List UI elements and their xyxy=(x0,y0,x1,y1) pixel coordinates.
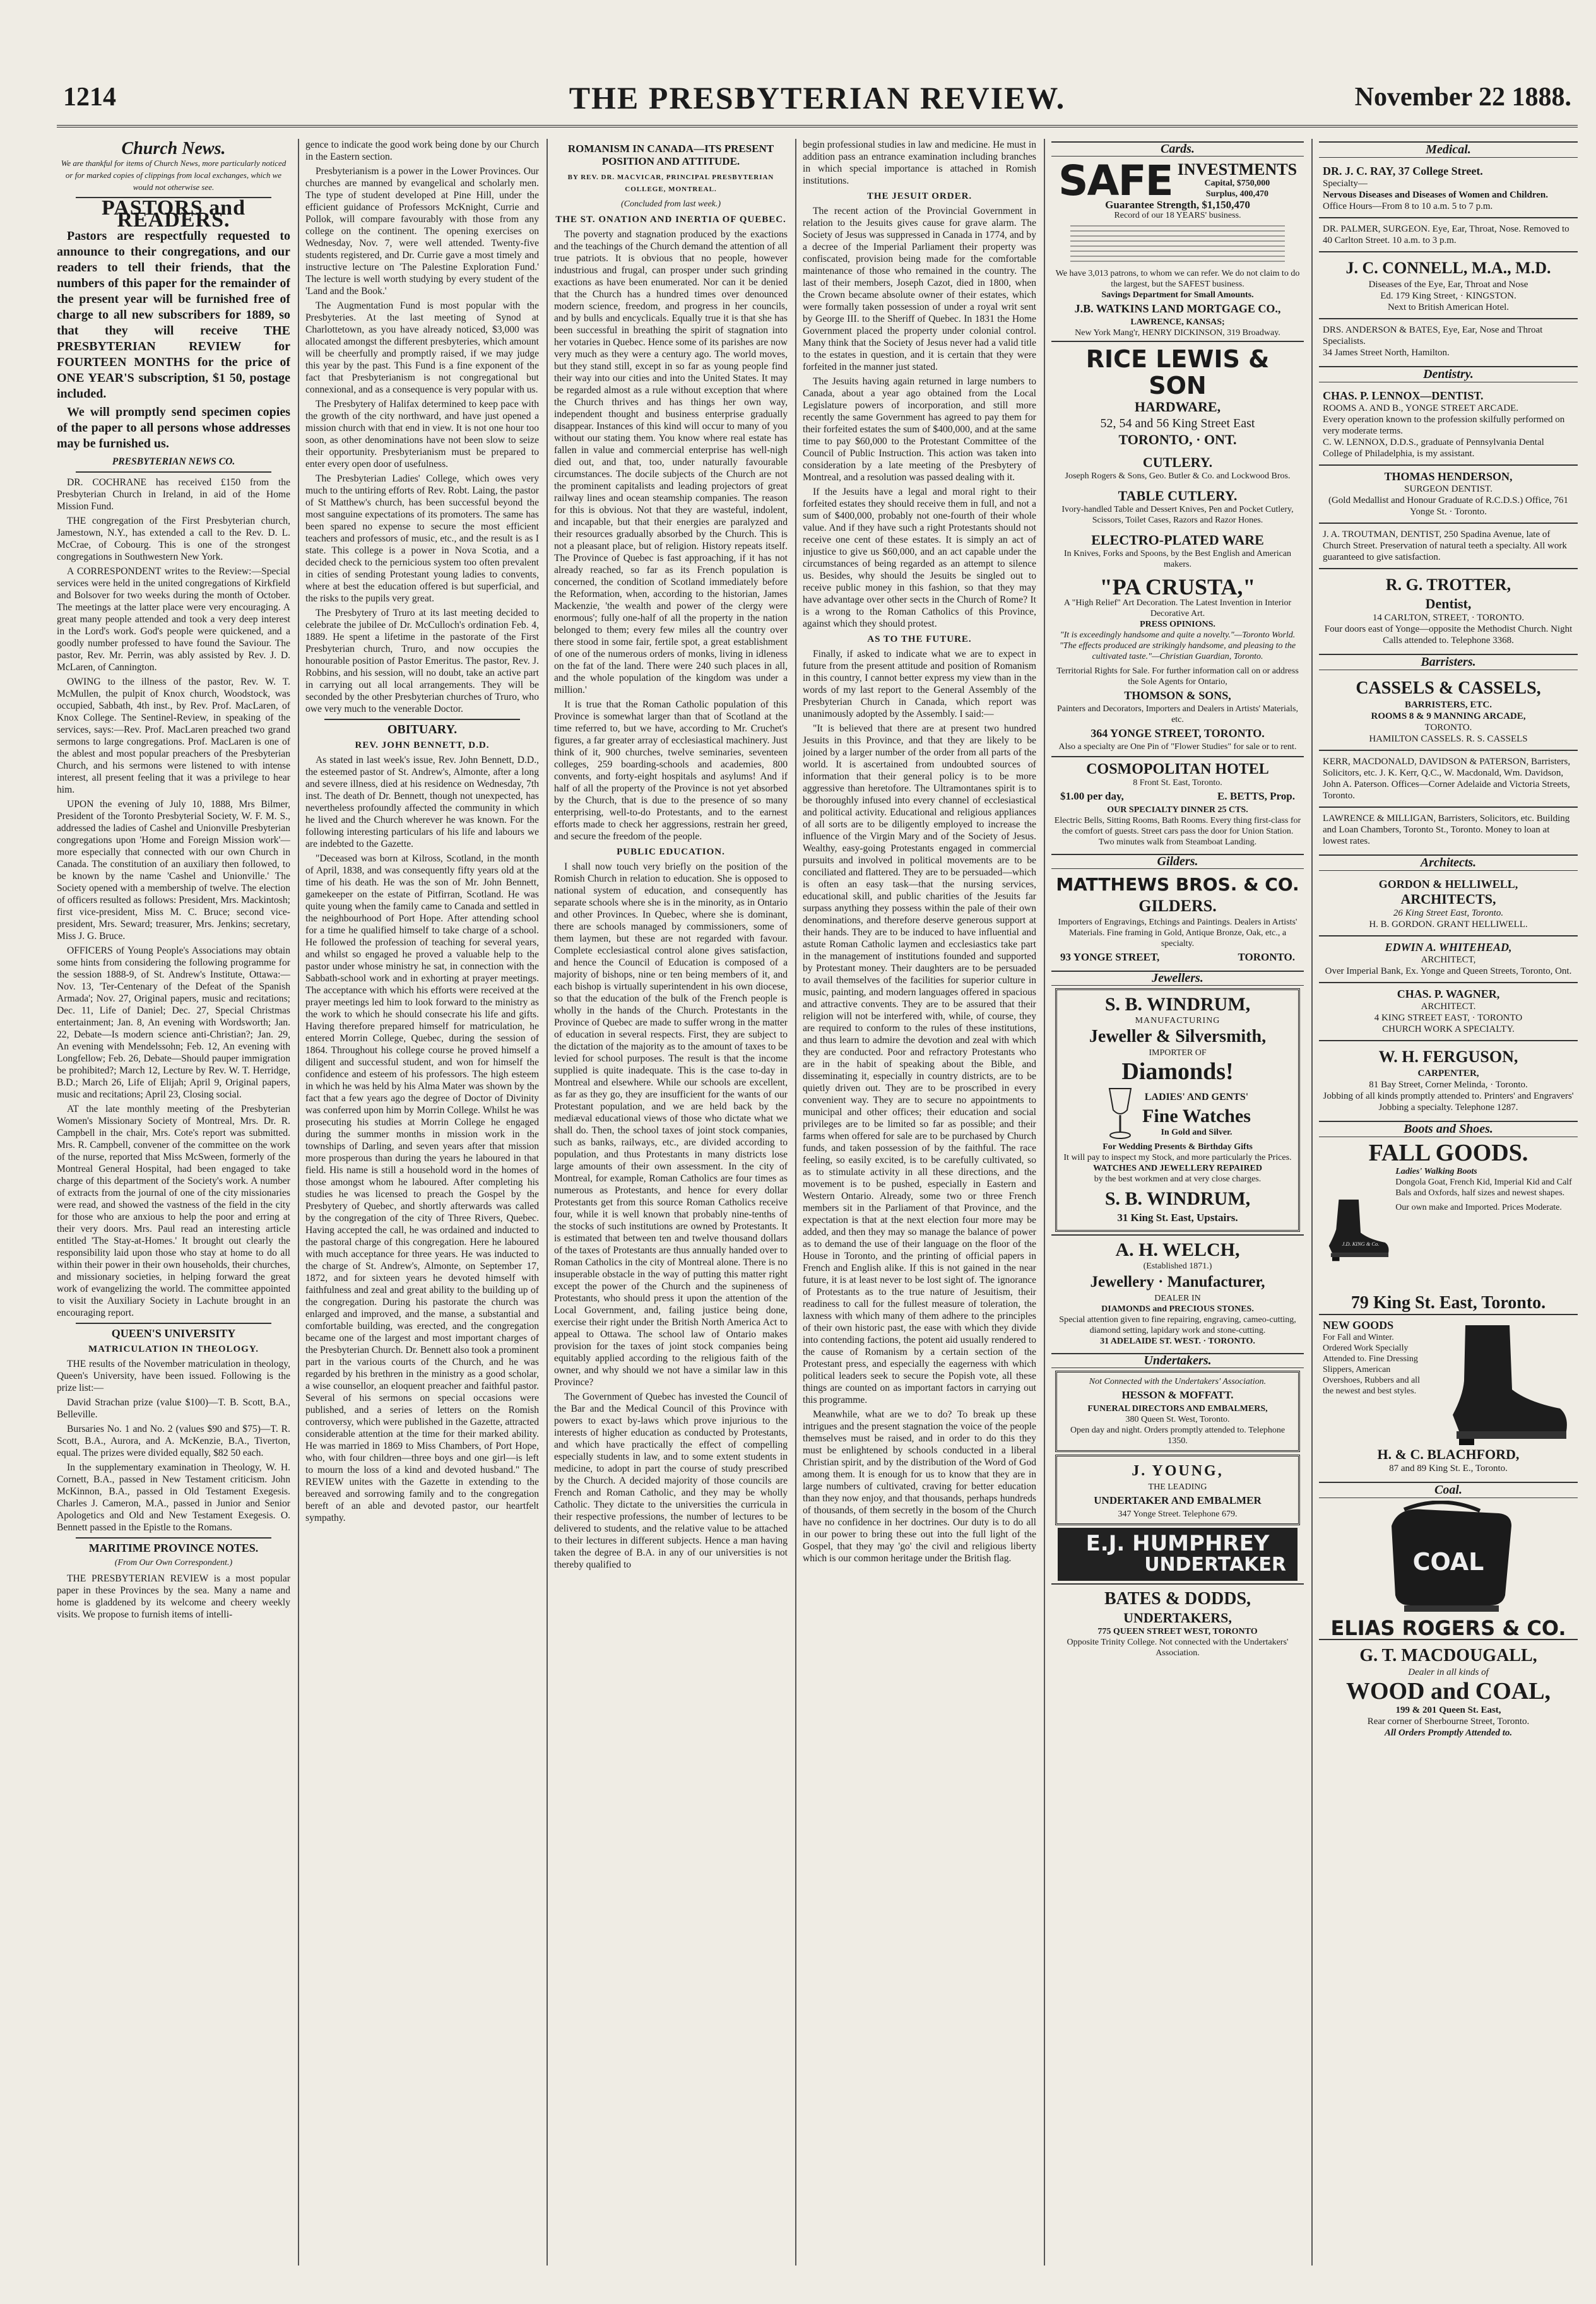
ad-title: G. T. MACDOUGALL, xyxy=(1359,1646,1537,1665)
card-text: H. B. GORDON. GRANT HELLIWELL. xyxy=(1369,919,1528,930)
ad-text: 87 and 89 King St. E., Toronto. xyxy=(1389,1463,1508,1474)
divider xyxy=(76,471,271,473)
card-text: CARPENTER, xyxy=(1417,1068,1479,1078)
professional-card xyxy=(1319,806,1578,852)
ad-text: 380 Queen St. West, Toronto. xyxy=(1125,1415,1230,1424)
news-item: OWING to the illness of the pastor, Rev. W. T. McMullen, the pulpit of Knox church, Woodstock, was occupied, Sabbath, 4th inst., by Rev. Prof. MacLaren, of Knox College. The Sentinel-Review, in speaking of the services, says:—Rev. Prof. MacLaren preached two grand sermons to large congregations. Prof. MacLaren is one of the ablest and most popular preachers of the Presbyterian Church, and his sermons were listened to with intense interest, all present feeling that it was a privilege to hear him. xyxy=(57,676,290,795)
news-item: In the supplementary examination in Theology, W. H. Cornett, B.A., passed in New Testament criticism. John McKinnon, B.A., passed in Old Testament Exegesis. Charles J. Cameron, M.A., passed in Junior and Senior Apologetics and Old and New Testament Exegesis. O. Bennett passed in the Epistle to the Romans. xyxy=(57,1462,290,1533)
ad-text: LAWRENCE, KANSAS; xyxy=(1130,317,1225,327)
medical-heading: Medical. xyxy=(1319,141,1578,158)
article-paragraph: Finally, if asked to indicate what we are to expect in future from the present attitude and position of Romanism in this country, I cannot better express my view than in the words of my last report to the General Assembly of the Presbyterian Church in Canada, which report was unanimously adopted by the Assembly. I said:— xyxy=(803,649,1036,719)
ad-text: 199 & 201 Queen St. East, xyxy=(1395,1705,1501,1715)
news-item: THE congregation of the First Presbyterian church, Jamestown, N.Y., has extended a call to the Rev. D. L. McCrae, of Cobourg. This is one of the strongest congregations in Southwestern New York. xyxy=(57,516,290,562)
ad-text: Jewellery · Manufacturer, xyxy=(1090,1273,1265,1291)
ad-text: Guarantee Strength, $1,150,470 xyxy=(1105,199,1250,211)
ad-text: DIAMONDS and PRECIOUS STONES. xyxy=(1101,1304,1254,1314)
shoe-icon xyxy=(1428,1320,1573,1446)
king-boots-ad xyxy=(1319,1140,1578,1314)
news-item: DR. COCHRANE has received £150 from the Presbyterian Church in Ireland, in aid of the Home Mission Fund. xyxy=(57,477,290,512)
ad-text: TABLE CUTLERY. xyxy=(1118,488,1238,504)
newspaper-title: THE PRESBYTERIAN REVIEW. xyxy=(569,80,1066,115)
card-title: DR. J. C. RAY, 37 College Street. xyxy=(1323,165,1483,177)
ad-title: MATTHEWS BROS. & CO. xyxy=(1056,874,1299,895)
ad-text: THE LEADING xyxy=(1148,1482,1207,1492)
article-heading: ROMANISM IN CANADA—ITS PRESENT POSITION AND ATTITUDE. xyxy=(567,143,774,167)
ad-text: A "High Relief" Art Decoration. The Latest Invention in Interior Decorative Art. xyxy=(1063,598,1292,618)
dentistry-heading: Dentistry. xyxy=(1319,366,1578,382)
ad-text: Surplus, 400,470 xyxy=(1205,189,1268,199)
ad-title: "PA CRUSTA," xyxy=(1099,574,1256,600)
ad-text: J.B. WATKINS LAND MORTGAGE CO., xyxy=(1074,302,1281,315)
card-text: SURGEON DENTIST. xyxy=(1404,484,1493,494)
article-continuation: (Concluded from last week.) xyxy=(620,199,721,209)
ad-text: 347 Yonge Street. Telephone 679. xyxy=(1118,1509,1238,1519)
ad-text: ELECTRO-PLATED WARE xyxy=(1091,532,1264,548)
card-text: ROOMS A. AND B., YONGE STREET ARCADE. xyxy=(1323,403,1519,413)
professional-card xyxy=(1319,673,1578,750)
ad-text: UNDERTAKERS, xyxy=(1123,1610,1232,1626)
card-text: HAMILTON CASSELS. R. S. CASSELS xyxy=(1369,734,1528,744)
queens-subheading: MATRICULATION IN THEOLOGY. xyxy=(88,1344,259,1354)
card-text: CHURCH WORK A SPECIALTY. xyxy=(1382,1024,1515,1034)
ad-text: (Established 1871.) xyxy=(1143,1261,1212,1271)
ad-title: ELIAS ROGERS & CO. xyxy=(1330,1616,1566,1640)
ad-text: Capital, $750,000 xyxy=(1204,179,1270,188)
card-title: R. G. TROTTER, xyxy=(1385,576,1511,594)
coal-heading: Coal. xyxy=(1319,1482,1578,1498)
ad-text: Jeweller & Silversmith, xyxy=(1089,1027,1267,1046)
professional-card xyxy=(1319,464,1578,523)
safe-investments-ad xyxy=(1051,156,1304,341)
ad-text: TORONTO, · ONT. xyxy=(1118,432,1237,447)
professional-card xyxy=(1319,873,1578,935)
ad-text: 52, 54 and 56 King Street East xyxy=(1100,416,1255,430)
hesson-moffatt-ad xyxy=(1055,1371,1300,1452)
church-news-heading: Church News. xyxy=(121,139,226,158)
architects-heading: Architects. xyxy=(1319,854,1578,871)
pastors-heading: PASTORS and READERS. xyxy=(102,196,245,232)
divider xyxy=(76,1537,271,1539)
ad-text: Record of our 18 YEARS' business. xyxy=(1114,211,1241,220)
section-heading: THE ST. ONATION AND INERTIA OF QUEBEC. xyxy=(555,215,786,225)
ad-text: MANUFACTURING xyxy=(1135,1016,1221,1025)
ad-text: OUR SPECIALTY DINNER 25 CTS. xyxy=(1107,805,1248,815)
maritime-subheading: (From Our Own Correspondent.) xyxy=(114,1558,233,1568)
card-text: Jobbing of all kinds promptly attended to. Printers' and Engravers' Jobbing a specialty. Telephone 1287. xyxy=(1323,1091,1574,1113)
ad-text: Electric Bells, Sitting Rooms, Bath Rooms. Every thing first-class for the comfort of guests. Street cars pass the door for Union Station. Two minutes walk from Steamboat Landing. xyxy=(1054,816,1301,847)
ad-text: For Fall and Winter. Ordered Work Specially Attended to. Fine Dressing Slippers, American Overshoes, Rubbers and all the newest and best styles. xyxy=(1323,1333,1420,1396)
professional-card xyxy=(1319,982,1578,1040)
ad-text: In Knives, Forks and Spoons, by the Best English and American makers. xyxy=(1063,549,1292,569)
masthead xyxy=(57,76,1578,120)
card-text: (Gold Medallist and Honour Graduate of R.C.D.S.) Office, 761 Yonge St. · Toronto. xyxy=(1328,495,1569,517)
ad-text: 8 Front St. East, Toronto. xyxy=(1133,778,1222,788)
column-1 xyxy=(57,139,290,2266)
professional-card xyxy=(1319,217,1578,251)
professional-card xyxy=(1319,935,1578,982)
pastors-paragraph: Pastors are respectfully requested to announce to their congregations, and our readers to tell their friends, that the numbers of this paper for the remainder of the present year will be furnished free of charge to all new subscribers for 1889, so that they will receive THE PRESBYTERIAN REVIEW for FOURTEEN MONTHS for the price of ONE YEAR'S subscription, $1 50, postage included. xyxy=(57,229,290,401)
article-paragraph: The Government of Quebec has invested the Council of the Bar and the Medical Council of this Province with powers to exact by-laws which prove injurious to the interests of higher education as conducted by Protestants, and which have practically the effect of compelling especially students in law, and to some extent students in medicine, to adopt in part the course of study prescribed by the Church. A decided majority of those councils are French and Roman Catholic, and they may be wholly Catholic. They dictate to the universities the curricula in their respective professions, the number of lectures to be delivered to students, and the relative value to be attached to their lectures in different subjects. Hence a man having taken the degree of B.A. in any of our universities is not thereby qualified to xyxy=(554,1391,788,1570)
barristers-heading: Barristers. xyxy=(1319,654,1578,670)
card-title: THOMAS HENDERSON, xyxy=(1384,470,1513,483)
ad-text: THOMSON & SONS, xyxy=(1124,689,1231,702)
article-paragraph: It is true that the Roman Catholic population of this Province is somewhat larger than that of Scotland at the time referred to, but we have, according to Mr. Cruchet's figures, a far greater array of ecclesiastical machinery. Just think of it, 900 churches, twelve seminaries, seventeen colleges, 259 boarding-schools and academies, 800 convents, and forty-eight hospitals and asylums! And if half of all the property of the Province is not yet absorbed by the Church, that is due to the presence of so many enterprising, well-to-do Protestants, and to the earnest efforts made to check her aggressions, restrain her greed, and secure the freedom of the people. xyxy=(554,699,788,842)
pastors-paragraph: We will promptly send specimen copies of the paper to all persons whose addresses may be furnished us. xyxy=(57,405,290,451)
boots-shoes-heading: Boots and Shoes. xyxy=(1319,1121,1578,1137)
news-item: UPON the evening of July 10, 1888, Mrs Bilmer, President of the Toronto Presbyterial Society, W. F. M. S., addressed the ladies of Cashel and Unionville Presbyterian congregations upon 'Home and Foreign Mission work'—more especially that connected with our own Church in Canada. The constitution of an auxiliary then followed, to be known by the name 'Cashel and Unionville.' The Society opened with a membership of twelve. The election of officers resulted as follows: President, Mrs. Mackintosh; first vice-president, Miss M. C. Bruce; second vice-president, Mrs. Seward; treasurer, Mrs. Jenkins; secretary, Miss J. G. Bruce. xyxy=(57,799,290,942)
boot-label: J.D. KING & Co. xyxy=(1342,1241,1380,1248)
professional-card xyxy=(1319,385,1578,464)
ad-text: Opposite Trinity College. Not connected with the Undertakers' Association. xyxy=(1067,1638,1289,1658)
ad-text: WATCHES AND JEWELLERY REPAIRED xyxy=(1092,1164,1263,1173)
article-paragraph: The recent action of the Provincial Government in relation to the Jesuits gives cause for grave alarm. The Society of Jesus was suppressed in Canada in 1774, and by a decree of the Imperial Parliament their property was confiscated, provision being made for the comfortable maintenance of those who remained in the country. The last of their members, Joseph Cazot, died in 1800, when the Crown became absolute owner of their estates, which were formally taken possession of under a royal writ sent by George III. to the Sheriff of Quebec. In 1831 the Home Government placed the property under colonial control. Many think that the Society of Jesus never had a valid title to the estates in question, and it is certain that they were forfeited in the manner just stated. xyxy=(803,206,1036,372)
article-paragraph: "It is believed that there are at present two hundred Jesuits in this Province, and that they are likely to be joined by a larger number of the order from all parts of the world. It is ascertained from undoubted sources of information that their general policy is to be more aggressive than heretofore. The Ultramontanes spirit is to be thoroughly infused into every channel of ecclesiastical and political activity. Educational and religious appliances of all sorts are to be diligently employed to increase the influence of the Virgin Mary and of the Society of Jesus. Wealthy, easy-going Protestants engaged in commercial pursuits and involved in political movements are to be conciliated and flattered. They are to be persuaded—which is often an easy task—that the nursing services, educational skill, and public charities of the Jesuits far surpass anything they possess within the pale of their own denominations, and therefore deserve generous support at their hands. They are to be induced to have influential and astute Roman Catholic laymen and ecclesiastics take part in the management of institutions founded and supported by Protestant money. Their daughters are to be persuaded to avail themselves of the facilities for superior culture in music, painting, and modern languages offered in spacious and attractive convents. They are to be assured that their religion will not be interfered with, while, of course, they are required to conform to the rules of these institutions, and thus learn to admire the devotion and zeal with which they are conducted. Poor and refractory Protestants who are in the habit of speaking about the Bible, and disseminating it, especially in country districts, are to be quietly driven out. They are to be proscribed in every convenient way. They are to secure no appointments to municipal and other offices; their education and social privileges are to be limited so far as possible; and their farms when offered for sale are to be purchased by Church funds, and taken possession of by the faithful. The race feeling, so easily excited, is to be carefully cultivated, so as to stimulate activity in all these directions, and the movement is to be pushed, especially in Eastern and Western Ontario. Already, some two or three French members sit in the Parliament of that Province, and the expectation is that at the next election four more may be added, and then they may so manage the balance of power as to demand the use of their language on the floor of the House in Toronto, and the printing of official papers in French and English alike. If this is not gained in the near future, it is at least never to be lost sight of. The ignorance of Protestants as to the true nature of Jesuitism, their readiness to call for the fullest measure of toleration, the laxness with which many of them adhere to the principles of their own historic past, the ease with which they divide into contending factions, the potent aid usually rendered to the cause of Romanism by a certain section of the Protestant press, and especially the eagerness with which political leaders seek to secure the Popish vote, all these things are counted on as important factors in carrying out this programme. xyxy=(803,723,1036,1405)
card-text: 34 James Street North, Hamilton. xyxy=(1323,348,1450,358)
ad-text: 775 QUEEN STREET WEST, TORONTO xyxy=(1097,1627,1258,1636)
ad-text: TORONTO. xyxy=(1238,951,1295,963)
professional-card xyxy=(1319,1040,1578,1118)
divider xyxy=(76,1323,271,1324)
card-text: BARRISTERS, ETC. xyxy=(1405,700,1492,710)
card-title: CHAS. P. LENNOX—DENTIST. xyxy=(1323,389,1484,402)
section-heading: PUBLIC EDUCATION. xyxy=(617,847,725,857)
ad-text: CUTLERY. xyxy=(1142,454,1213,470)
card-text: TORONTO. xyxy=(1424,723,1472,733)
column-4 xyxy=(803,139,1036,2266)
card-title: GORDON & HELLIWELL, xyxy=(1378,878,1518,890)
church-news-note: We are thankful for items of Church News, more particularly noticed or for marked copies of clippings from local exchanges, which we would not otherwise see. xyxy=(61,158,287,192)
news-item: AT the late monthly meeting of the Presbyterian Women's Missionary Society of Montreal, Mrs. Dr. R. Campbell in the chair, Mrs. Cote's report was submitted. Mrs. R. Campbell, convener of the committee on the work of the nurse, reported that Miss McSween, formerly of the Montreal General Hospital, had been engaged to take charge of this department of the Society's work. A number of extracts from the journal of one of the city missionaries were read, and showed the vastness of the field in the city for those who are anxious to help the poor and erring at their very doors. Mrs. Paul read an interesting article entitled 'The Stay-at-Homes.' It brought out clearly the responsibility laid upon those who stay at home to do all within their power in their own households, their churches, and missionary societies, in helping forward the great work of evangelizing the world. The committee appointed to visit the Auxiliary Society in Lachute brought in an encouraging report. xyxy=(57,1104,290,1318)
card-title: CHAS. P. WAGNER, xyxy=(1397,988,1500,1000)
ad-text: 364 YONGE STREET, TORONTO. xyxy=(1091,727,1265,740)
figures-table-icon xyxy=(1064,221,1291,265)
news-item: The Augmentation Fund is most popular with the Presbyteries. At the last meeting of Synod at Charlottetown, as you have already noticed, $3,000 was allocated amongst the different presbyteries, which amount will be cheerfully and promptly raised, if we may judge this year by the past. This Fund is a fine exponent of the fact that Presbyterianism is not congregational but connexional, and as a consequence is very popular with us. xyxy=(305,300,539,395)
news-item: THE results of the November matriculation in theology, Queen's University, have been issued. Following is the prize list:— xyxy=(57,1359,290,1393)
card-text: Diseases of the Eye, Ear, Throat and Nose xyxy=(1368,280,1528,290)
news-item: The Presbytery of Halifax determined to keep pace with the growth of the city northward, and have just opened a mission church with that end in view. It is not one hour too soon, as other denominations have not been slow to seize their opportunity. Presbyterianism must be prepared to enter every open door of usefulness. xyxy=(305,399,539,470)
ad-text: Fine Watches xyxy=(1142,1105,1251,1126)
ad-title: J. YOUNG, xyxy=(1132,1463,1224,1479)
ad-text: Rear corner of Sherbourne Street, Toronto. xyxy=(1367,1716,1530,1727)
card-text: 81 Bay Street, Corner Melinda, · Toronto. xyxy=(1369,1080,1528,1090)
card-text: C. W. LENNOX, D.D.S., graduate of Pennsylvania Dental College of Philadelphia, is my assistant. xyxy=(1323,437,1544,459)
article-paragraph: I shall now touch very briefly on the position of the Romish Church in relation to education. She is opposed to national system of education, and consequently has separate schools where she is in the minority, as in Ontario and other Provinces. In Quebec, where she is dominant, there are schools managed by commissioners, some of them laymen, but these are not regarded with favour. Complete ecclesiastical control alone gives satisfaction, and hence the Council of Education is composed of a majority of bishops, nine or ten being members of it, and each bishop is virtually superintendent in his own diocese, so that the education of the bulk of the French people is wholly in the hands of the Church. Protestants in the Province of Quebec are made to suffer wrong in the matter of education in several respects. First, they are subject to the dictation of the majority as to the amount of taxes to be levied for school purposes. The result is that the income supplied is quite inadequate. This is the case to-day in Montreal and elsewhere. While our schools are excellent, as far as they go, they are insufficient for the wants of our Protestant population, and we are held back by the mediæval educational views of those who dictate what we shall do. Then, the school taxes of joint stock companies, such as banks, railways, etc., are divided according to population, and thus Protestants in many districts lose large amounts of their own assessment. In the city of Montreal, for example, Roman Catholics are four times as numerous as Protestants, and hence for every dollar Protestants get from this source Roman Catholics receive four, while it is well known that probably nine-tenths of the stocks of such institutions are owned by Protestants. It is estimated that between ten and twelve thousand dollars of the taxes of Protestants are thus annually handed over to Roman Catholics in the city of Montreal alone. There is no insuperable obstacle in the way of putting this matter right except the power of the Church and the supineness of Protestants, who should press it upon the attention of the Local Government, and, failing justice being done, exercise their right under the British North America Act to appeal to Ottawa. The school law of Ontario makes provision for the taxes of joint stock companies being equitably applied according to the religious faith of the owner, and why should we not have a similar law in this Province? xyxy=(554,861,788,1388)
card-text: ARCHITECT. xyxy=(1421,1001,1476,1012)
cards-heading: Cards. xyxy=(1051,141,1304,157)
card-title: CASSELS & CASSELS, xyxy=(1356,678,1541,698)
bates-dodds-ad xyxy=(1051,1583,1304,1662)
coal-label: COAL xyxy=(1412,1548,1484,1576)
ad-text: Ladies' Walking Boots xyxy=(1395,1167,1477,1176)
professional-card xyxy=(1319,523,1578,568)
ad-title: BATES & DODDS, xyxy=(1104,1589,1251,1609)
ad-text: DEALER IN xyxy=(1154,1294,1201,1303)
news-item: THE PRESBYTERIAN REVIEW is a most popular paper in these Provinces by the sea. Many a name and home is gladdened by its welcome and cheery weekly visits. We propose to furnish items of intelli- xyxy=(57,1573,290,1620)
column-6-professional-cards xyxy=(1319,139,1578,2266)
ad-title: NEW GOODS xyxy=(1323,1319,1394,1332)
professional-card xyxy=(1319,318,1578,363)
ad-text: E. BETTS, Prop. xyxy=(1217,790,1295,802)
ad-text: HARDWARE, xyxy=(1134,399,1221,415)
professional-card xyxy=(1319,750,1578,806)
obituary-heading: OBITUARY. xyxy=(387,723,458,736)
elias-rogers-ad xyxy=(1319,1501,1578,1639)
card-text: DR. PALMER, SURGEON. Eye, Ear, Throat, Nose. Removed to 40 Carlton Street. 10 a.m. to 3 p.m. xyxy=(1323,224,1569,245)
maritime-heading: MARITIME PROVINCE NOTES. xyxy=(88,1542,259,1554)
column-divider xyxy=(298,139,299,2266)
ad-text: FUNERAL DIRECTORS AND EMBALMERS, xyxy=(1087,1404,1268,1414)
ad-title: A. H. WELCH, xyxy=(1115,1239,1240,1260)
column-divider xyxy=(795,139,796,2266)
column-5-advertisements xyxy=(1051,139,1304,2266)
ad-text: UNDERTAKER AND EMBALMER xyxy=(1094,1494,1262,1506)
ad-text: UNDERTAKER xyxy=(1144,1554,1286,1576)
professional-card xyxy=(1319,160,1578,217)
safe-logo: SAFE xyxy=(1058,156,1173,205)
macdougall-ad xyxy=(1319,1639,1578,1744)
young-ad xyxy=(1055,1455,1300,1525)
ad-text: H. & C. BLACHFORD, xyxy=(1377,1446,1520,1462)
card-text: Ed. 179 King Street, · KINGSTON. xyxy=(1380,291,1516,301)
jewellers-heading: Jewellers. xyxy=(1051,971,1304,986)
ad-text: In Gold and Silver. xyxy=(1161,1127,1232,1137)
page-number: 1214 xyxy=(63,83,116,112)
news-item: A CORRESPONDENT writes to the Review:—Special services were held in the united congregations of Kirkfield and Bolsover for two weeks during the month of October. The meetings at the latter place were very encouraging. A great many people attended and took a very deep interest in the Lord's work. God's people were quickened, and a goodly number professed to have found the Saviour. The pastor, Rev. Mr. Perrin, was ably assisted by Rev. J. D. McLaren, of Cannington. xyxy=(57,566,290,673)
card-text: Dentist, xyxy=(1425,596,1472,611)
ad-text: 31 ADELAIDE ST. WEST. · TORONTO. xyxy=(1100,1337,1255,1346)
card-text: ARCHITECTS, xyxy=(1400,891,1496,907)
ad-text: For Wedding Presents & Birthday Gifts xyxy=(1102,1142,1253,1152)
news-item: The Presbytery of Truro at its last meeting decided to celebrate the jubilee of Dr. McCulloch's ordination Feb. 4, 1889. He spent a lifetime in the pastorate of the First Presbyterian church, Truro, and now occupies the honourable position of Pastor Emeritus. The pastor, Rev. J. Robbins, and his session, will no doubt, take an active part in carrying out all local arrangements. They will be seconded by the other Presbyterian churches of Truro, who owe very much to the venerable Doctor. xyxy=(305,608,539,714)
ad-text: Importers of Engravings, Etchings and Paintings. Dealers in Artists' Materials. Fine framing in Gold, Antique Bronze, Oak, etc., a specialty. xyxy=(1058,918,1297,948)
news-item: Bursaries No. 1 and No. 2 (values $90 and $75)—T. R. Scott, B.A., Aurora, and A. McKenzie, B.A., Tiverton, equal. The prizes were divided equally, $82 50 each. xyxy=(57,1424,290,1458)
ad-text: 93 YONGE STREET, xyxy=(1060,951,1160,963)
ad-text: Our own make and Imported. Prices Moderate. xyxy=(1395,1203,1562,1212)
windrum-ad xyxy=(1055,988,1300,1232)
news-item: The Presbyterian Ladies' College, which owes very much to the untiring efforts of Rev. Robt. Laing, the pastor of St Matthew's church, has been successful beyond the most sanguine expectations of its promoters. The same has been spared no expense to secure the most efficient teachers and professors of music, etc., and the result is as I state. This college is a power in Nova Scotia, and a decided check to the pernicious system too often prevalent in cities of sending Protestant young ladies to convents, where at best the education offered is but superficial, and the risks to the pupils very great. xyxy=(305,473,539,604)
card-text: Nervous Diseases and Diseases of Women and Children. xyxy=(1323,190,1548,200)
goblet-icon xyxy=(1104,1085,1136,1142)
welch-ad xyxy=(1051,1234,1304,1350)
card-text: Over Imperial Bank, Ex. Yonge and Queen Streets, Toronto, Ont. xyxy=(1325,966,1572,976)
card-text: Office Hours—From 8 to 10 a.m. 5 to 7 p.m. xyxy=(1323,201,1493,211)
column-2 xyxy=(305,139,539,2266)
card-text: Next to British American Hotel. xyxy=(1387,302,1510,312)
article-paragraph: The poverty and stagnation produced by the exactions and the teachings of the Church demand the attention of all true patriots. It is obvious that no people, however industrious and frugal, can prosper under such grinding exactions as have been enumerated. Nor can it be denied that the Church has a hundred times over denounced modern science, freedom, and progress in her councils, and by bulls and encyclicals. Equally true it is that she has been successful in breathing the spirit of stagnation into her votaries in Quebec. Hence some of its parishes are now very much as they were a century ago. The world moves, but they stand still, except in so far as young people find their way into our cities and into the United States. It may be regarded almost as a rule without exception that where the Church thrives and has things her own way, independent thought and business enterprise gradually disappear. Instances of this kind will occur to many of you without our stating them. You know where real estate has fallen in value and commercial enterprise has well-nigh died out, and that, too, under naturally favourable circumstances. The docile subjects of the Church are not the prominent capitalists and leading projectors of great railway lines and ocean steamship companies. The reason for this is obvious. Not that they are wasteful, indolent, and incapable, but that their energies are paralyzed and their resources gradually absorbed by the Church. This is not a pleasant place, but of religion. History repeats itself. The Province of Quebec is fast approaching, if it has not already reached, so far as its French population is concerned, the condition of Scotland immediately before the Reformation, when, according to the historian, James Mackenzie, 'the wealth and power of the clergy were enormous'; fully one-half of all the property in the nation belonged to them; every few miles all the country over there stood in some fair, fertile spot, a great establishment of one of the numerous orders of monks, living in idleness on the fat of the land. There were 240 such places in all, and the whole population of the kingdom was under a million.' xyxy=(554,229,788,695)
ad-text: $1.00 per day, xyxy=(1060,790,1124,802)
card-text: Four doors east of Yonge—opposite the Methodist Church. Night Calls attended to. Telephone 3368. xyxy=(1324,624,1573,646)
matthews-ad xyxy=(1051,871,1304,968)
ad-text: Joseph Rogers & Sons, Geo. Butler & Co. and Lockwood Bros. xyxy=(1065,471,1291,481)
blachford-ad xyxy=(1319,1314,1578,1479)
ad-text: 79 King St. East, Toronto. xyxy=(1351,1293,1546,1313)
issue-date: November 22 1888. xyxy=(1354,83,1571,112)
obituary-paragraph: "Deceased was born at Kilross, Scotland, in the month of April, 1838, and was consequently fifty years old at the time of his death. He was the son of Mr. John Bennett, gamekeeper on the estate of Pitfirran, Scotland. He was quite young when the family came to Canada and settled in the neighbourhood of Port Hope. After attending school for a time he qualified himself to take charge of a school. He followed the profession of teaching for several years, and whilst so engaged he proved a valuable help to the pastor under whose ministry he sat, in connection with the Sabbath-school work and in exhorting at prayer meetings. The acceptance with which his efforts were received at the prayer meetings led him to look forward to the ministry as the work to which he should consecrate his life and gifts. Having therefore prepared himself for matriculation, he entered Morrin College, Quebec, during the session of 1864. Throughout his college course he proved himself a diligent and successful student, and won for himself the confidence and esteem of his professors. The high esteem in which he was held by his Alma Mater was shown by the fact that a few years ago the degree of Doctor of Divinity was conferred upon him by Morrin College. Whilst he was prosecuting his studies at Morrin College he engaged during the summer months in mission work in the townships of Darling, and seven years after that mission more prosperous than during the years he laboured in that field. His name is still a household word in the homes of those amongst whom he laboured. After completing his studies he was licensed to preach the Gospel by the Presbytery of Quebec, and shortly afterwards was called by the congregation of the city of Three Rivers, Quebec. Having accepted the call, he was ordained and inducted to the pastoral charge of this congregation. Here he laboured with much acceptance for three years. He was inducted to the charge of St. Andrew's, Almonte, on September 17, 1872, and for sixteen years he devoted himself with faithfulness and zeal and great ability to the building up of the congregation. During his pastorate the church was enlarged and improved, and the manse, a substantial and comfortable building, was erected, and the congregation became one of the largest and most important charges of the Presbyterian Church. Dr. Bennett also took a prominent part in the various courts of the Church, and he was regarded by his brethren in the ministry as a good scholar, a wise counsellor, an eloquent preacher and faithful pastor. Several of his sermons on special occasions were published, and a series of letters on the Romish controversy, which were published in the Gazette, attracted considerable attention at the time for their marked ability. He was married in 1869 to Miss Chambers, of Port Hope, who, with four children—three boys and one girl—is left to mourn the loss of a kind and devoted husband." The REVIEW unites with the Gazette in extending to the bereaved and sorrowing family and to the congregation bereft of an able and devoted pastor, our heartfelt sympathy. xyxy=(305,853,539,1523)
article-byline: BY REV. DR. MACVICAR, PRINCIPAL PRESBYTERIAN COLLEGE, MONTREAL. xyxy=(567,174,774,193)
news-item: Presbyterianism is a power in the Lower Provinces. Our churches are manned by evangelical and scholarly men. The type of student developed at Pine Hill, under the efficient guidance of Professors McKnight, Currie and Pollok, will compare favourably with those from any college on the continent. The opening exercises on Wednesday, Nov. 7, were well attended. Twenty-five students registered, and Dr. Currie gave a most timely and instructive lecture on 'The Palestine Exploration Fund.' The lecture is well worth studying by every student of the 'Land and the Book.' xyxy=(305,166,539,297)
column-divider xyxy=(1311,139,1313,2266)
news-item: David Strachan prize (value $100)—T. B. Scott, B.A., Belleville. xyxy=(57,1397,290,1420)
ad-text: We have 3,013 patrons, to whom we can refer. We do not claim to do the largest, but the SAFEST business. xyxy=(1055,269,1300,289)
masthead-rule xyxy=(57,125,1578,127)
card-text: Specialty— xyxy=(1323,179,1368,189)
ad-text: Painters and Decorators, Importers and Dealers in Artists' Materials, etc. xyxy=(1057,704,1298,724)
ad-text: Dealer in all kinds of xyxy=(1408,1667,1489,1677)
section-heading: THE JESUIT ORDER. xyxy=(866,191,972,201)
ad-title: FALL GOODS. xyxy=(1368,1140,1528,1166)
ad-text: Diamonds! xyxy=(1121,1058,1234,1085)
ad-title: RICE LEWIS & SON xyxy=(1085,345,1270,399)
rice-lewis-ad xyxy=(1051,341,1304,756)
card-text: ROOMS 8 & 9 MANNING ARCADE, xyxy=(1371,711,1526,721)
card-text: J. A. TROUTMAN, DENTIST, 250 Spadina Avenue, late of Church Street. Preservation of natural teeth a specialty. All work guaranteed to give satisfaction. xyxy=(1323,529,1567,562)
queens-heading: QUEEN'S UNIVERSITY xyxy=(111,1327,236,1340)
divider xyxy=(324,719,520,720)
coal-scuttle-icon xyxy=(1354,1501,1543,1614)
ad-text: Savings Department for Small Amounts. xyxy=(1101,290,1254,300)
humphrey-ad xyxy=(1058,1528,1297,1581)
ad-title: COSMOPOLITAN HOTEL xyxy=(1086,761,1269,777)
card-text: 4 KING STREET EAST, · TORONTO xyxy=(1374,1013,1523,1023)
card-title: EDWIN A. WHITEHEAD, xyxy=(1385,941,1512,954)
ad-text: Territorial Rights for Sale. For further information call on or address the Sole Agents for Ontario, xyxy=(1056,666,1299,687)
card-title: W. H. FERGUSON, xyxy=(1378,1048,1518,1066)
column-divider xyxy=(1044,139,1045,2266)
ad-text: PRESS OPINIONS. xyxy=(1140,620,1215,629)
ad-text: GILDERS. xyxy=(1138,897,1217,915)
cosmopolitan-hotel-ad xyxy=(1051,756,1304,851)
ad-text: by the best workmen and at very close charges. xyxy=(1094,1174,1262,1184)
ad-text: Dongola Goat, French Kid, Imperial Kid and Calf Bals and Oxfords, half sizes and newest shapes. xyxy=(1395,1178,1572,1198)
obituary-subheading: REV. JOHN BENNETT, D.D. xyxy=(355,740,490,750)
ad-text: "The effects produced are strikingly handsome, and pleasing to the cultivated taste."—Christian Guardian, Toronto. xyxy=(1059,641,1296,661)
newspaper-page xyxy=(57,76,1578,2272)
ad-text: Ivory-handled Table and Dessert Knives, Pen and Pocket Cutlery, Scissors, Toilet Cases, Razors and Razor Hones. xyxy=(1061,505,1294,525)
ad-text: Open day and night. Orders promptly attended to. Telephone 1350. xyxy=(1070,1426,1286,1446)
gilders-heading: Gilders. xyxy=(1051,854,1304,869)
ad-text: Also a specialty are One Pin of "Flower Studies" for sale or to rent. xyxy=(1058,742,1297,752)
ad-title: S. B. WINDRUM, xyxy=(1104,994,1251,1015)
ad-text: LADIES' AND GENTS' xyxy=(1144,1091,1249,1102)
ad-text: Special attention given to fine repairing, engraving, cameo-cutting, diamond setting, lapidary work and stone-cutting. xyxy=(1059,1315,1296,1335)
card-text: KERR, MACDONALD, DAVIDSON & PATERSON, Barristers, Solicitors, etc. J. K. Kerr, Q.C., W. Macdonald, Wm. Davidson, John A. Paterson. Offices—Corner Adelaide and Victoria Streets, Toronto. xyxy=(1323,757,1571,801)
professional-card xyxy=(1319,251,1578,318)
news-item: OFFICERS of Young People's Associations may obtain some hints from considering the following programme for the session 1888-9, of St. Andrew's Institute, Ottawa:—Nov. 13, 'Ter-Centenary of the Defeat of the Spanish Armada'; Nov. 27, Original papers, music and recitations; Dec. 11, Life of Daniel; Dec. 27, Special Christmas entertainment; Jan. 8, An evening with Wordsworth; Jan. 22, Debate—Is modern science anti-Christian?; Jan. 29, An evening with Mendelssohn; Feb. 12, An evening with Longfellow; Feb. 26, Debate—Should pauper immigration be prohibited?; March 12, Lecture by Rev. W. T. Herridge, B.D.; March 26, Life of Elijah; April 9, Original papers, music and recitations; April 23, Closing social. xyxy=(57,945,290,1100)
article-paragraph: The Jesuits having again returned in large numbers to Canada, about a year ago obtained from the Local Legislature powers of incorporation, and still more recently the same Government has agreed to pay them for their forfeited estates the sum of $400,000, and at the same time to pay $60,000 to the Protestant Committee of the Council of Public Instruction. This action was taken into consideration by a late meeting of the Presbytery of Montreal, and a resolution was passed dealing with it. xyxy=(803,376,1036,483)
column-divider xyxy=(547,139,548,2266)
card-text: 14 CARLTON, STREET, · TORONTO. xyxy=(1372,613,1525,623)
card-title: J. C. CONNELL, M.A., M.D. xyxy=(1345,259,1551,277)
article-paragraph: begin professional studies in law and medicine. He must in addition pass an entrance examination including branches in which special importance is attached in Romish institutions. xyxy=(803,139,1036,186)
professional-card xyxy=(1319,568,1578,651)
boot-icon xyxy=(1319,1166,1392,1292)
card-text: Every operation known to the profession skilfully performed on very moderate terms. xyxy=(1323,415,1565,436)
signature: PRESBYTERIAN NEWS CO. xyxy=(112,456,235,467)
ad-text: Not Connected with the Undertakers' Association. xyxy=(1089,1377,1267,1386)
obituary-paragraph: As stated in last week's issue, Rev. John Bennett, D.D., the esteemed pastor of St. Andrew's, Almonte, after a long and severe illness, died at his residence on Wednesday, 7th inst. The death of Dr. Bennett, though not unexpected, has nevertheless profoundly affected the community in which he lived and the Church wherever he was known. For the following interesting particulars of his life and labours we are indebted to the Gazette. xyxy=(305,755,539,849)
article-paragraph: If the Jesuits have a legal and moral right to their forfeited estates they should receive them in full, and not a sum of $400,000, probably not one-fourth of their whole value. And if they have such a right Protestants should not receive one cent of these estates. It is simply an act of injustice to give us $60,000, and an act capable under the circumstances of being regarded as an attempt to silence us. Besides, why should the Jesuits be singled out to receive public money in this fashion, so that they may have advantage over other sects in the Church of Rome? It is a wrong to the Roman Catholics of this Province, against which they should protest. xyxy=(803,487,1036,629)
ad-text: IMPORTER OF xyxy=(1149,1048,1207,1058)
ad-text: S. B. WINDRUM, xyxy=(1104,1188,1251,1209)
card-text: DRS. ANDERSON & BATES, Eye, Ear, Nose and Throat Specialists. xyxy=(1323,325,1543,346)
ad-text: 31 King St. East, Upstairs. xyxy=(1117,1212,1238,1224)
ad-text: WOOD and COAL, xyxy=(1345,1678,1551,1704)
article-paragraph: Meanwhile, what are we to do? To break up these intrigues and the present stagnation the voice of the people themselves must be raised, and in order to do this they must be enlightened by schools conducted in a liberal Christian spirit, and by the distribution of the Word of God among them. It is enough for us to know that they are in large numbers of cultivated, craving for better education than they now enjoy, and that thousands, perhaps hundreds of thousands, of them secretly in the bosom of the Church have no confidence in her doctrines. Our duty is to do all in our power to bring these out into the full light of the Gospel, that they may 'go' the civil and religious liberty which is our common heritage under the British flag. xyxy=(803,1409,1036,1564)
card-text: ARCHITECT, xyxy=(1421,955,1476,965)
ad-title: HESSON & MOFFATT. xyxy=(1121,1389,1234,1401)
undertakers-heading: Undertakers. xyxy=(1051,1353,1304,1368)
section-heading: AS TO THE FUTURE. xyxy=(867,634,972,644)
ad-text: "It is exceedingly handsome and quite a novelty."—Toronto World. xyxy=(1060,630,1296,640)
ad-text: All Orders Promptly Attended to. xyxy=(1384,1728,1513,1738)
column-3 xyxy=(554,139,788,2266)
card-text: LAWRENCE & MILLIGAN, Barristers, Solicitors, etc. Building and Loan Chambers, Toronto St., Toronto. Money to loan at lowest rates. xyxy=(1323,813,1570,846)
ad-title: INVESTMENTS xyxy=(1177,160,1297,179)
ad-text: It will pay to inspect my Stock, and more particularly the Prices. xyxy=(1063,1153,1292,1162)
news-item: gence to indicate the good work being done by our Church in the Eastern section. xyxy=(305,139,539,162)
ad-title: E.J. HUMPHREY xyxy=(1085,1531,1270,1556)
ad-text: New York Mang'r, HENRY DICKINSON, 319 Broadway. xyxy=(1075,328,1280,338)
card-text: 26 King Street East, Toronto. xyxy=(1393,908,1504,918)
